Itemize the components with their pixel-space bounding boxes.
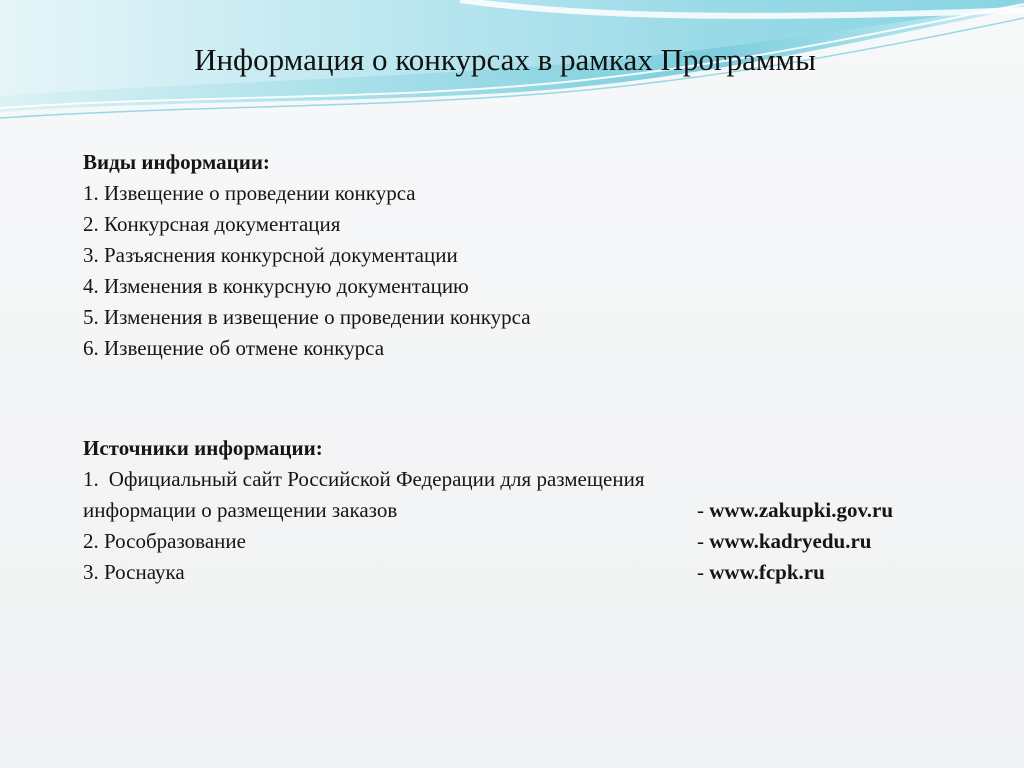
- info-type-item: 3. Разъяснения конкурсной документации: [83, 243, 458, 267]
- info-type-item: 2. Конкурсная документация: [83, 212, 341, 236]
- source-item-text: 3. Роснаука: [83, 560, 185, 584]
- source-link-kadryedu[interactable]: www.kadryedu.ru: [709, 529, 872, 553]
- info-type-item: 4. Изменения в конкурсную документацию: [83, 274, 469, 298]
- info-sources-heading: Источники информации:: [83, 436, 323, 460]
- source-dash: -: [697, 498, 710, 522]
- source-dash: -: [697, 529, 710, 553]
- source-dash: -: [697, 560, 710, 584]
- source-link-group: [697, 557, 825, 588]
- info-type-item: 1. Извещение о проведении конкурса: [83, 181, 416, 205]
- source-item-text: Официальный сайт Российской Федерации для размещения: [108, 467, 645, 491]
- info-types-heading: Виды информации:: [83, 150, 270, 174]
- source-link-group: [697, 526, 871, 557]
- source-item-number: 1.: [83, 467, 99, 491]
- source-link-zakupki[interactable]: www.zakupki.gov.ru: [709, 498, 894, 522]
- info-type-item: 6. Извещение об отмене конкурса: [83, 336, 385, 360]
- source-item-row: [83, 557, 943, 588]
- source-item-text: информации о размещении заказов: [83, 498, 398, 522]
- source-item-row: [83, 526, 943, 557]
- source-link-fcpk[interactable]: www.fcpk.ru: [709, 560, 825, 584]
- source-item-text: 2. Рособразование: [83, 529, 246, 553]
- source-item-row: [83, 495, 943, 526]
- info-sources-section: [83, 433, 943, 588]
- source-item-line: [83, 464, 943, 495]
- page-title: Информация о конкурсах в рамках Программы: [194, 42, 816, 77]
- source-link-group: [697, 495, 893, 526]
- info-types-section: [83, 147, 531, 364]
- info-type-item: 5. Изменения в извещение о проведении конкурса: [83, 305, 531, 329]
